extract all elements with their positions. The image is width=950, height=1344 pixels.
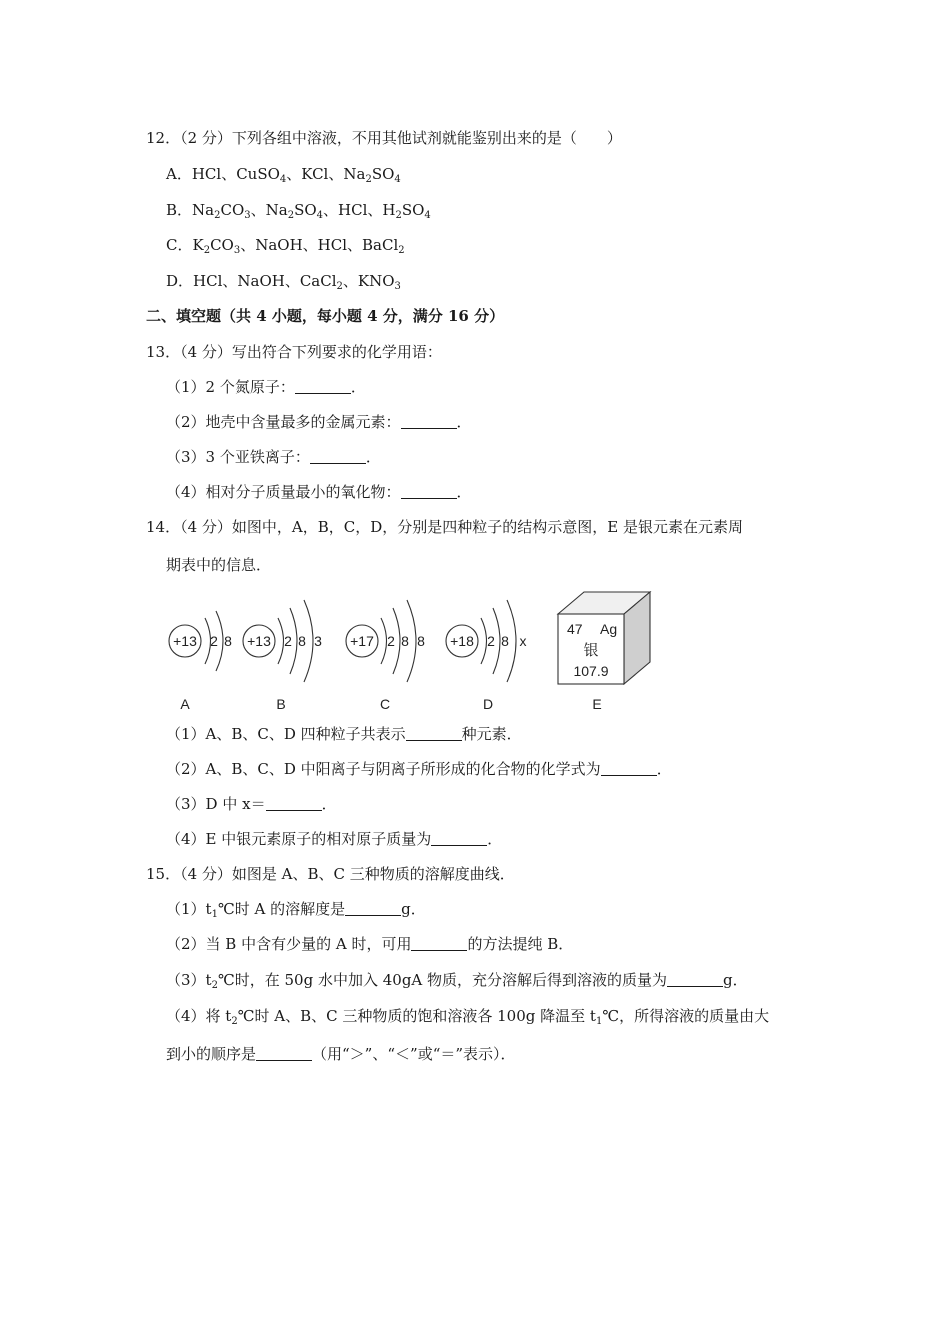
q14-stem: 14．（4 分）如图中，A，B，C，D，分别是四种粒子的结构示意图，E 是银元素在元素周 [146,518,743,536]
shell-a-1: 2 [210,633,218,649]
q14-stem-cont: 期表中的信息． [166,556,272,574]
element-name: 银 [583,642,599,659]
shell-d-1: 2 [487,633,495,649]
q14-sub4: （4）E 中银元素原子的相对原子质量为 ． [166,830,503,848]
q15-sub3: $(3)t_2℃$时，在 50g 水中加入 40gA 物质，充分溶解后得到溶液的质量为 g． [166,971,748,991]
nucleus-c-charge: +17 [350,633,374,649]
answer-blank[interactable] [310,449,366,464]
q15-sub1: $(1)t_1℃$时 A 的溶解度是 g． [166,900,426,920]
shell-d-2: 8 [501,633,509,649]
shell-c-2: 8 [401,633,409,649]
q15-stem: 15．（4 分）如图是 A、B、C 三种物质的溶解度曲线． [146,865,515,883]
label-a: A [180,696,190,712]
answer-blank[interactable] [406,726,462,741]
q14-sub3: （3）D 中 x＝ ． [166,795,337,813]
nucleus-a-charge: +13 [173,633,197,649]
q14-sub2: （2）A、B、C、D 中阳离子与阴离子所形成的化合物的化学式为 ． [166,760,672,778]
answer-blank[interactable] [266,796,322,811]
q12-option-b: B．$Na_2CO_3$、$Na_2SO_4$、HCl、$H_2SO_4$ [166,201,431,221]
atomic-structure-figure [160,586,660,716]
q15-sub4: （4）将 $t_2℃$时 A、B、C 三种物质的饱和溶液各 100g 降温至 $t_1℃$，所得溶液的质量由大 [166,1007,770,1027]
label-b: B [276,696,286,712]
q13-sub4: （4）相对分子质量最小的氧化物： ． [166,483,472,501]
q12-option-a: A．HCl、CuSO$_4$、KCl、$Na_2SO_4$ [166,165,401,185]
q15-sub2: （2）当 B 中含有少量的 A 时，可用 的方法提纯 B． [166,935,574,953]
shell-b-2: 8 [298,633,306,649]
label-d: D [482,696,494,712]
q13-sub2: （2）地壳中含量最多的金属元素： ． [166,413,472,431]
q15-sub4-cont: 到小的顺序是 （用“＞”、“＜”或“＝”表示）． [166,1045,516,1063]
answer-blank[interactable] [667,972,723,987]
element-mass: 107.9 [573,663,609,679]
q12-option-d: D．HCl、NaOH、CaCl$_2$、$KNO_3$ [166,272,401,292]
q12-stem: 12．（2 分）下列各组中溶液，不用其他试剂就能鉴别出来的是（ ） [146,129,622,147]
answer-blank[interactable] [601,761,657,776]
answer-blank[interactable] [295,379,351,394]
shell-d-3: x [519,633,527,649]
q13-stem: 13．（4 分）写出符合下列要求的化学用语： [146,343,442,361]
shell-a-2: 8 [224,633,232,649]
nucleus-b-charge: +13 [247,633,271,649]
element-number: 47 [567,621,583,637]
nucleus-d-charge: +18 [450,633,474,649]
shell-c-1: 2 [387,633,395,649]
q13-sub3: （3）3 个亚铁离子： ． [166,448,381,466]
element-symbol: Ag [600,621,618,637]
answer-blank[interactable] [401,414,457,429]
answer-blank[interactable] [401,484,457,499]
q14-sub1: （1）A、B、C、D 四种粒子共表示 种元素． [166,725,522,743]
answer-blank[interactable] [256,1046,312,1061]
label-e: E [592,696,602,712]
shell-c-3: 8 [417,633,425,649]
shell-b-1: 2 [284,633,292,649]
shell-b-3: 3 [314,633,322,649]
q12-option-c: C．$K_2CO_3$、NaOH、HCl、BaCl$_2$ [166,236,405,256]
section-heading: 二、填空题（共 4 小题，每小题 4 分，满分 16 分） [146,307,505,325]
answer-blank[interactable] [345,901,401,916]
q13-sub1: （1）2 个氮原子： ． [166,378,366,396]
label-c: C [379,696,391,712]
answer-blank[interactable] [411,936,467,951]
answer-blank[interactable] [431,831,487,846]
